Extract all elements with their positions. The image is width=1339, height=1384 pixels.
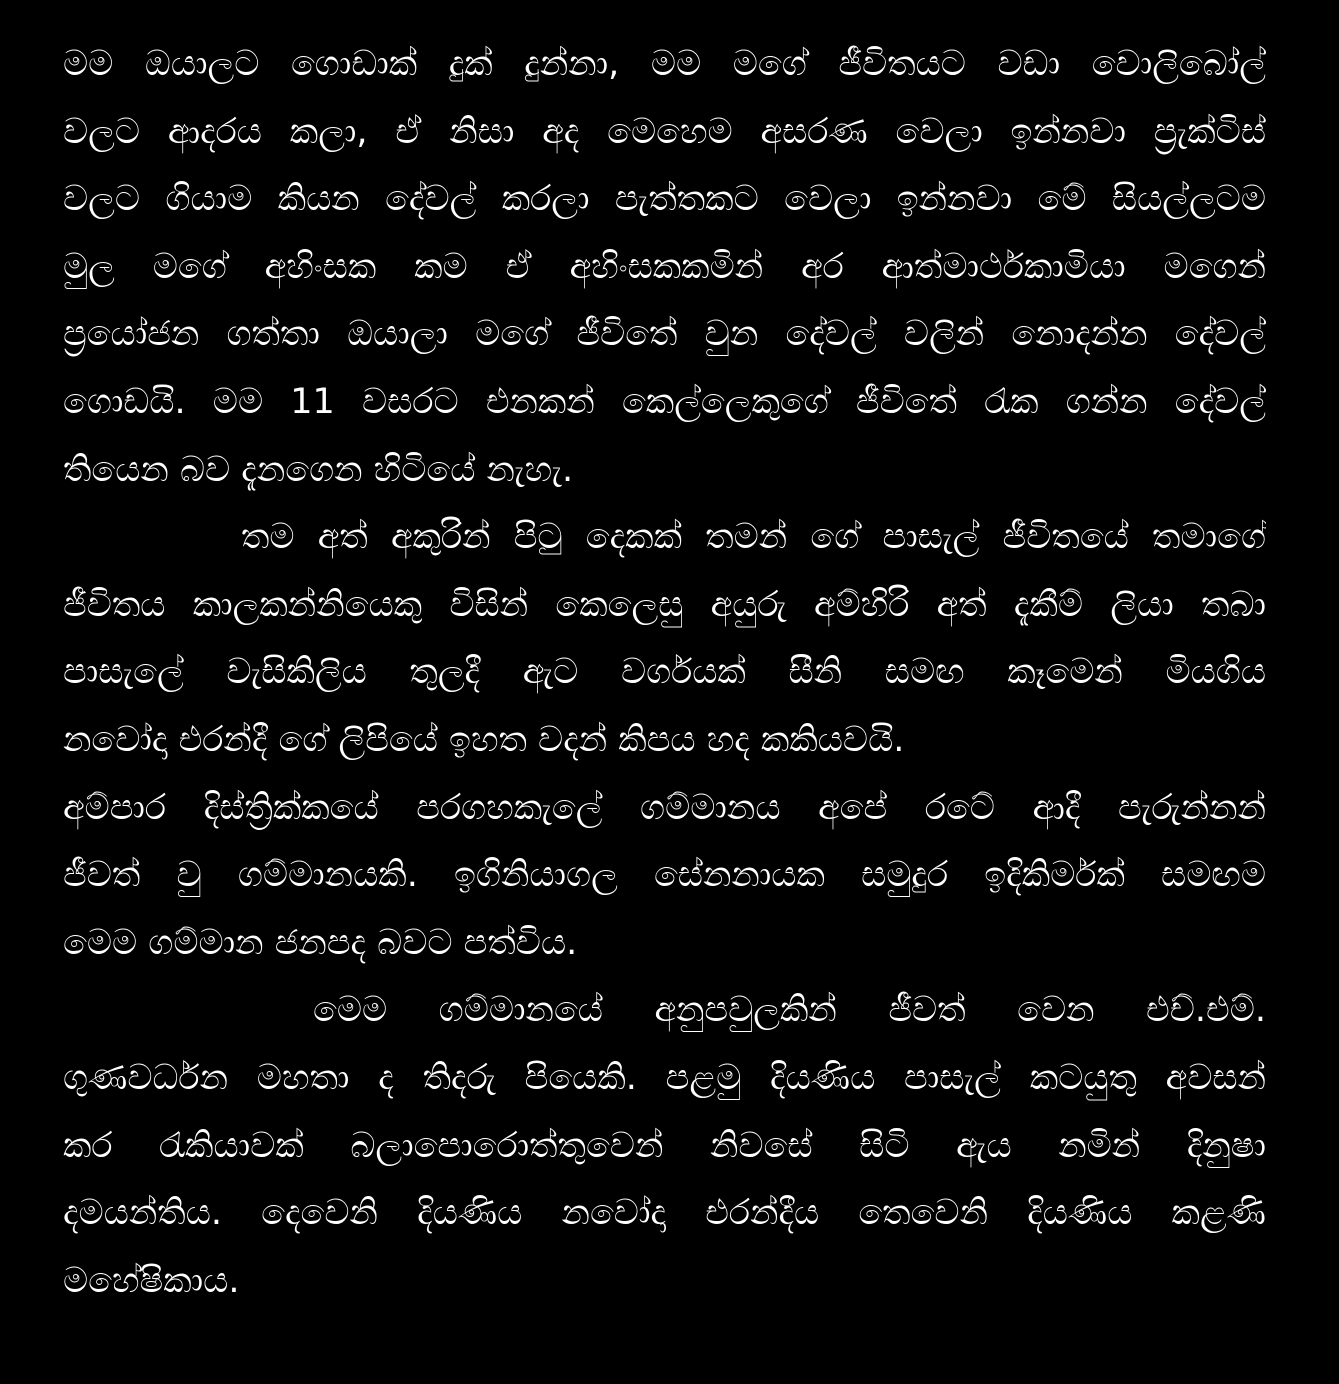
paragraph-1: [63, 31, 1266, 504]
text-line: මෙම ගම්මාන ජනපද බවට පත්විය.: [63, 922, 578, 963]
text-line: දමයන්තිය. දෙවෙනි දියණිය නවෝදා එරන්දීය තෙවෙනි දියණිය කළණි: [63, 1193, 1266, 1234]
text-line: ගොඩයි. මම 11 වසරට එනකන් කෙල්ලෙකුගේ ජීවිතේ රැක ගන්න දේවල්: [63, 381, 1266, 422]
text-line: මුල මගේ අහිංසක කම ඒ අහිංසකකමින් අර ආත්මාර්ථකාමියා මගෙන්: [63, 246, 1266, 287]
text-line: පාසැලේ වැසිකිලිය තුලදී ඇට වර්ගයක් සීනි සමඟ කෑමෙන් මියගිය: [63, 652, 1266, 693]
text-line: මෙම ගම්මානයේ අනුපවුලකින් ජීවත් වෙන එච්.එම්.: [313, 990, 1266, 1031]
text-line: ප්‍රයෝජන ගත්තා ඔයාලා මගේ ජීවිතේ වුන දේවල් වලින් නොදන්න දේවල්: [63, 314, 1266, 355]
text-line: මම ඔයාලට ගොඩාක් දුක් දුන්නා, මම මගේ ජීවිතයට වඩා වොලිබෝල්: [63, 44, 1266, 84]
text-line: වලට ගියාම කියන දේවල් කරලා පැත්තකට වෙලා ඉන්නවා මේ සියල්ලටම: [63, 179, 1266, 220]
paragraph-4: [63, 977, 1266, 1315]
text-line: ජීවත් වු ගම්මානයකි. ඉගිනියාගල සේනනායක සමුදුර ඉදිකිර්මක් සමඟම: [63, 855, 1266, 896]
text-line: නවෝදා එරන්දී ගේ ලිපියේ ඉහත වදන් කිපය හද කකියවයි.: [63, 719, 905, 760]
text-line: තියෙන බව දැනගෙන හිටියේ නැහැ.: [63, 449, 574, 490]
text-line: තම අත් අකුරින් පිටු දෙකක් තමන් ගේ පාසැල් ජීවිතයේ තමාගේ: [241, 517, 1266, 558]
text-line: මහේෂිකාය.: [63, 1260, 240, 1301]
text-line: වලට ආදරය කලා, ඒ නිසා අද මෙහෙම අසරණ වෙලා ඉන්නවා ප්‍රැක්ටිස්: [63, 111, 1266, 152]
paragraph-3: [63, 775, 1266, 978]
text-line: කර රැකියාවක් බලාපොරොත්තුවෙන් නිවසේ සිටි ඇය නමින් දිනුෂා: [63, 1125, 1266, 1166]
paragraph-2: [63, 504, 1266, 774]
text-line: අම්පාර දිස්ත්‍රික්කයේ පරගහකැලේ ගම්මානය අපේ රටේ ආදී පැරුන්නන්: [63, 787, 1266, 828]
text-line: ගුණවර්ධන මහතා ද තිදරු පියෙකි. පළමු දියණිය පාසැල් කටයුතු අවසන්: [63, 1057, 1266, 1098]
text-line: ජීවිතය කාලකන්නියෙකු විසින් කෙලෙසු අයුරු අම්හිරි අත් දැකීම් ලියා තබා: [63, 584, 1266, 625]
